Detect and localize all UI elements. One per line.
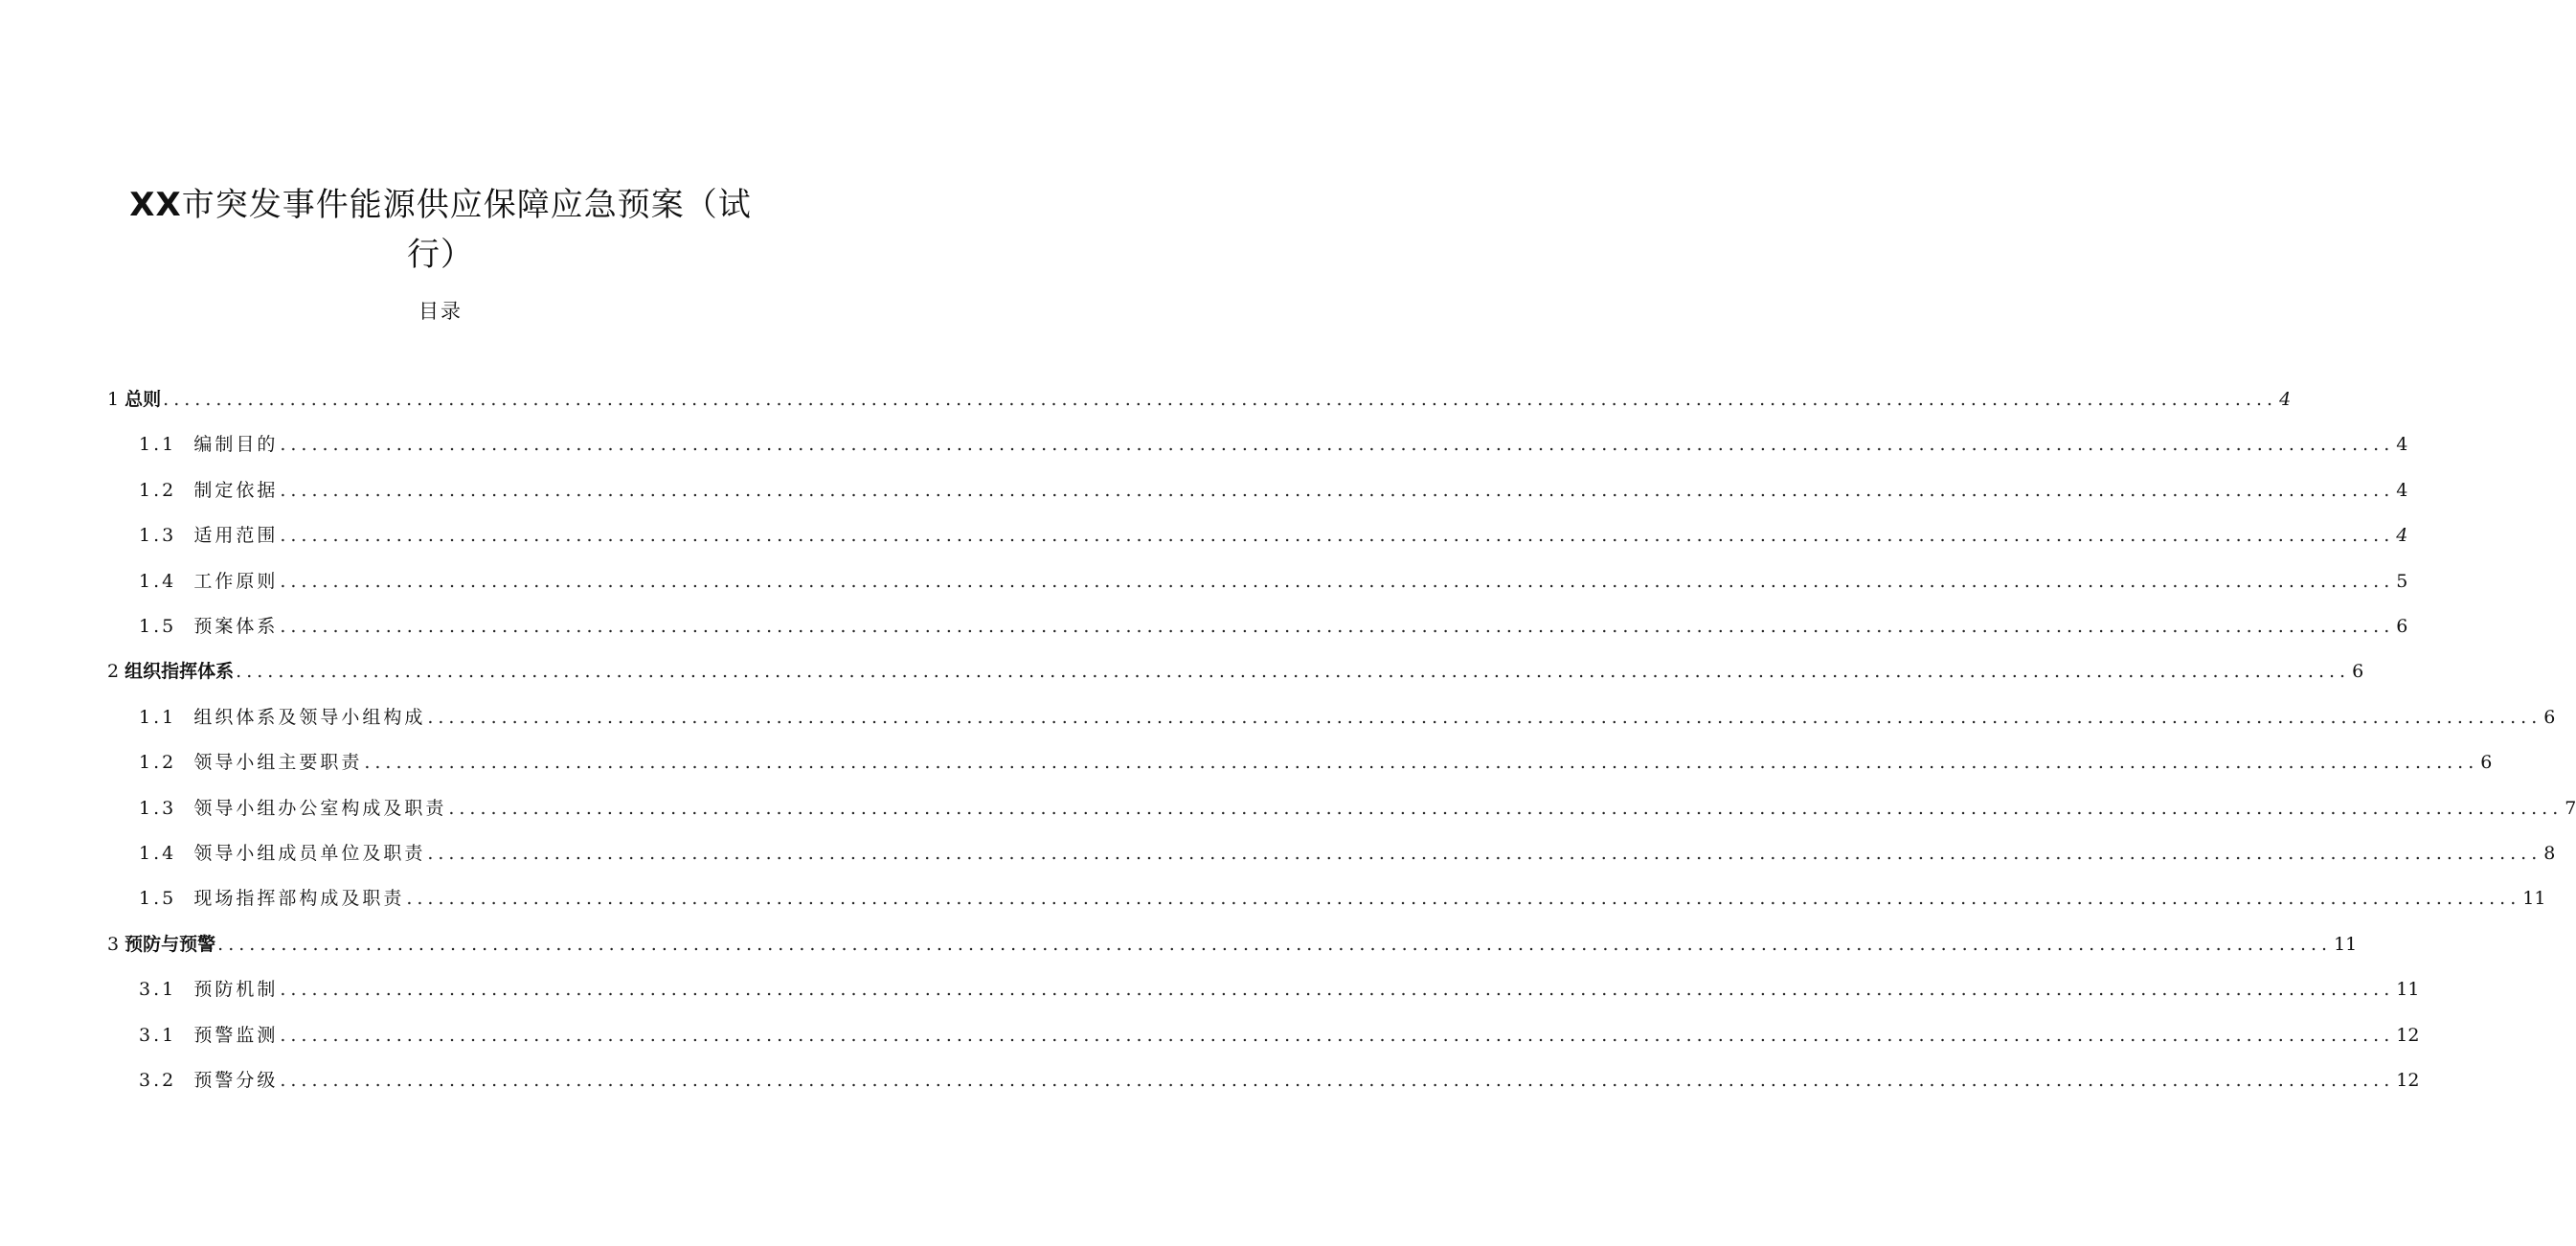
title-main: 市突发事件能源供应保障应急预案（试行） (181, 186, 752, 274)
toc-entry[interactable] (139, 426, 2408, 457)
toc-entry[interactable] (107, 653, 2364, 684)
toc-entry-number: 1.4 (139, 843, 177, 864)
toc-entry-label (139, 796, 448, 821)
toc-dot-leader: ........................................................................................................................................................................................................ (163, 389, 2278, 410)
toc-entry-number: 1.5 (139, 888, 177, 910)
toc-entry-number: 1 (107, 389, 120, 410)
toc-entry-text: 领导小组办公室构成及职责 (193, 797, 447, 819)
toc-entry-text: 制定依据 (193, 479, 279, 501)
toc-dot-leader: ........................................................................................................................................................................................................ (217, 933, 2333, 955)
toc-page-number: 6 (2480, 752, 2493, 774)
toc-entry[interactable] (139, 880, 2546, 911)
toc-entry-number: 1.4 (139, 570, 177, 592)
toc-entry-label (139, 569, 280, 594)
toc-entry[interactable] (107, 381, 2292, 412)
toc-entry[interactable] (139, 835, 2556, 866)
toc-heading: 目录 (418, 300, 463, 323)
toc-entry-text: 工作原则 (193, 570, 279, 592)
toc-entry-label (139, 432, 280, 457)
toc-entry-text: 预案体系 (193, 616, 279, 637)
toc-entry[interactable] (139, 744, 2493, 775)
toc-entry-text: 适用范围 (193, 525, 279, 547)
toc-page-number: 11 (2522, 888, 2546, 910)
toc-entry-number: 1.3 (139, 797, 177, 819)
toc-dot-leader: ........................................................................................................................................................................................................ (406, 888, 2521, 910)
toc-entry-label (139, 614, 280, 639)
toc-entry-text: 现场指挥部构成及职责 (193, 888, 405, 910)
toc-entry-number: 3.1 (139, 979, 177, 1001)
toc-dot-leader: ........................................................................................................................................................................................................ (427, 843, 2542, 864)
toc-entry[interactable] (107, 926, 2358, 957)
toc-page-number: 7 (2565, 797, 2576, 819)
toc-page-number: 12 (2396, 1024, 2420, 1046)
toc-entry-number: 3.2 (139, 1070, 177, 1091)
toc-entry-number: 1.5 (139, 616, 177, 637)
toc-entry-label (139, 886, 406, 911)
toc-dot-leader: ........................................................................................................................................................................................................ (280, 979, 2395, 1001)
toc-entry[interactable] (139, 1017, 2420, 1048)
toc-entry-label (139, 705, 427, 730)
toc-dot-leader: ........................................................................................................................................................................................................ (448, 797, 2564, 819)
toc-entry-text: 预警监测 (193, 1024, 279, 1046)
toc-entry[interactable] (139, 971, 2420, 1002)
toc-page-number: 4 (2396, 479, 2408, 501)
toc-entry-text: 编制目的 (193, 434, 279, 456)
toc-entry-number: 2 (107, 661, 120, 683)
toc-entry[interactable] (139, 1062, 2420, 1093)
toc-page-number: 11 (2396, 979, 2420, 1001)
toc-entry[interactable] (139, 790, 2576, 821)
toc-entry-text: 组织体系及领导小组构成 (193, 706, 426, 728)
toc-dot-leader: ........................................................................................................................................................................................................ (280, 1024, 2395, 1046)
toc-page-number: 8 (2543, 843, 2556, 864)
toc-dot-leader: ........................................................................................................................................................................................................ (280, 434, 2395, 456)
toc-entry[interactable] (139, 517, 2408, 548)
toc-dot-leader: ........................................................................................................................................................................................................ (236, 661, 2351, 683)
toc-entry-text: 预防与预警 (124, 933, 216, 955)
toc-entry-number: 1.1 (139, 434, 177, 456)
toc-entry-number: 3 (107, 933, 120, 955)
toc-entry-text: 组织指挥体系 (124, 661, 235, 683)
toc-entry-label (139, 523, 280, 548)
toc-entry-number: 1.2 (139, 752, 177, 774)
toc-dot-leader: ........................................................................................................................................................................................................ (280, 479, 2395, 501)
toc-entry-label (139, 750, 364, 775)
toc-page-number: 5 (2396, 570, 2408, 592)
toc-entry[interactable] (139, 608, 2408, 639)
toc-page-number: 4 (2279, 389, 2292, 410)
toc-dot-leader: ........................................................................................................................................................................................................ (280, 1070, 2395, 1091)
toc-entry-label (107, 659, 236, 684)
toc-dot-leader: ........................................................................................................................................................................................................ (364, 752, 2479, 774)
toc-entry-label (139, 1068, 280, 1093)
toc-entry[interactable] (139, 563, 2408, 594)
toc-entry-number: 1.1 (139, 706, 177, 728)
toc-dot-leader: ........................................................................................................................................................................................................ (280, 525, 2395, 547)
toc-page-number: 12 (2396, 1070, 2420, 1091)
toc-entry-number: 1.3 (139, 525, 177, 547)
toc-page-number: 4 (2396, 434, 2408, 456)
toc-entry[interactable] (139, 472, 2408, 503)
toc-entry-text: 预防机制 (193, 979, 279, 1001)
toc-entry-label (139, 841, 427, 866)
toc-entry-text: 总则 (124, 389, 162, 410)
title-prefix: XX (129, 186, 182, 224)
toc-entry-number: 1.2 (139, 479, 177, 501)
toc-page-number: 6 (2352, 661, 2364, 683)
toc-page-number: 6 (2543, 706, 2556, 728)
toc-entry-text: 领导小组成员单位及职责 (193, 843, 426, 864)
toc-page-number: 11 (2334, 933, 2358, 955)
toc-entry[interactable] (139, 699, 2556, 730)
toc-entry-label (107, 932, 217, 957)
toc-page-number: 6 (2396, 616, 2408, 637)
toc-page-number: 4 (2396, 525, 2408, 547)
toc-entry-label (139, 478, 280, 503)
toc-entry-text: 领导小组主要职责 (193, 752, 363, 774)
toc-dot-leader: ........................................................................................................................................................................................................ (280, 570, 2395, 592)
toc-dot-leader: ........................................................................................................................................................................................................ (280, 616, 2395, 637)
document-title (124, 180, 757, 280)
toc-entry-text: 预警分级 (193, 1070, 279, 1091)
toc-entry-label (139, 1023, 280, 1048)
toc-entry-number: 3.1 (139, 1024, 177, 1046)
toc-entry-label (139, 977, 280, 1002)
toc-dot-leader: ........................................................................................................................................................................................................ (427, 706, 2542, 728)
toc-entry-label (107, 387, 163, 412)
